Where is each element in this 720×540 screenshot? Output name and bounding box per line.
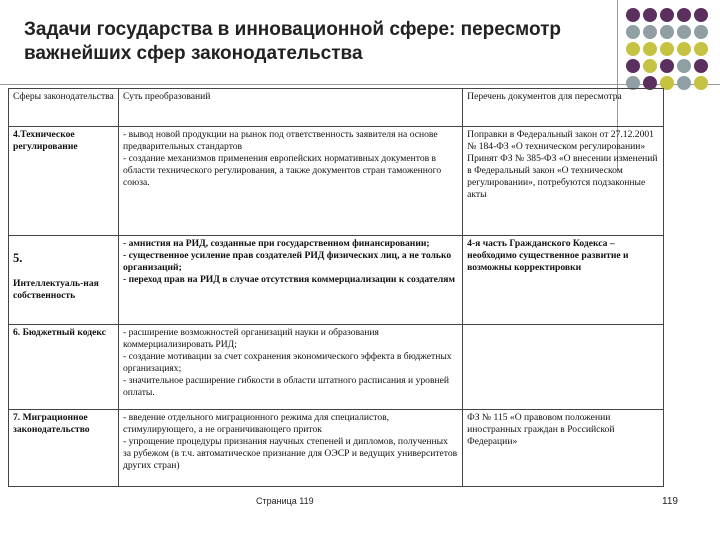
- decorative-dot: [677, 25, 691, 39]
- essence-cell: - вывод новой продукции на рынок под ответственность заявителя на основе предварительных стандартов - создание механизмов применения европейских нормативных документов в области технического регулирования, а также документов стран таможенного союза.: [119, 127, 463, 236]
- page-footer: Страница 119: [256, 496, 314, 506]
- decorative-dot: [626, 25, 640, 39]
- documents-cell: Поправки в Федеральный закон от 27.12.2001 № 184-ФЗ «О техническом регулировании» Принят ФЗ № 385-ФЗ «О внесении изменений в Федеральный закон «О техническом регулировании», потребуются подзаконные акты: [463, 127, 664, 236]
- page-number: 119: [662, 496, 678, 507]
- header-essence: Суть преобразований: [119, 89, 463, 127]
- documents-cell: ФЗ № 115 «О правовом положении иностранных граждан в Российской Федерации»: [463, 410, 664, 487]
- legislation-table: [8, 88, 664, 487]
- decorative-dot: [660, 59, 674, 73]
- decorative-dot: [626, 42, 640, 56]
- decorative-dot: [643, 8, 657, 22]
- decorative-dot: [694, 25, 708, 39]
- table-row: [9, 127, 664, 236]
- decorative-dot: [694, 59, 708, 73]
- sphere-cell: 4.Техническое регулирование: [9, 127, 119, 236]
- sphere-number: 5.: [13, 251, 23, 265]
- header-spheres: Сферы законодательства: [9, 89, 119, 127]
- decorative-dot: [643, 59, 657, 73]
- decorative-dot: [643, 42, 657, 56]
- sphere-cell: 6. Бюджетный кодекс: [9, 325, 119, 410]
- decorative-dot: [694, 8, 708, 22]
- decorative-dot: [677, 76, 691, 90]
- documents-cell: [463, 325, 664, 410]
- decorative-dot: [660, 8, 674, 22]
- table-row: [9, 325, 664, 410]
- decorative-dot: [626, 8, 640, 22]
- decorative-horizontal-line: [0, 84, 720, 85]
- sphere-label: Интеллектуаль-ная собственность: [13, 278, 99, 301]
- header-documents: Перечень документов для пересмотра: [463, 89, 664, 127]
- decorative-dot: [626, 59, 640, 73]
- documents-cell: 4-я часть Гражданского Кодекса – необходимо существенное развитие и возможны корректировки: [463, 236, 664, 325]
- decorative-dot: [677, 42, 691, 56]
- decorative-dot: [660, 42, 674, 56]
- sphere-cell: [9, 236, 119, 325]
- slide-title: Задачи государства в инновационной сфере: пересмотр важнейших сфер законодательства: [24, 19, 562, 64]
- decorative-dot: [677, 59, 691, 73]
- essence-cell: - амнистия на РИД, созданные при государственном финансировании; - существенное усиление прав создателей РИД физических лиц, а не только организаций; - переход прав на РИД в случае отсутствия коммерциализации к создателям: [119, 236, 463, 325]
- decorative-dot: [677, 8, 691, 22]
- table-header-row: [9, 89, 664, 127]
- table-row: [9, 236, 664, 325]
- sphere-cell: 7. Миграционное законодательство: [9, 410, 119, 487]
- decorative-dot-grid: [626, 8, 708, 90]
- decorative-dot: [694, 42, 708, 56]
- decorative-dot: [694, 76, 708, 90]
- essence-cell: - расширение возможностей организаций науки и образования коммерциализировать РИД; - создание мотивации за счет сохранения экономического эффекта в бюджетных организациях; - значительное расширение гибкости в области штатного расписания и уровней оплаты.: [119, 325, 463, 410]
- table-row: [9, 410, 664, 487]
- decorative-dot: [643, 25, 657, 39]
- decorative-dot: [660, 25, 674, 39]
- essence-cell: - введение отдельного миграционного режима для специалистов, стимулирующего, а не ограничивающего приток - упрощение процедуры признания научных степеней и дипломов, полученных за рубежом (в т.ч. автоматическое признание для ОЭСР и ведущих университетов других стран): [119, 410, 463, 487]
